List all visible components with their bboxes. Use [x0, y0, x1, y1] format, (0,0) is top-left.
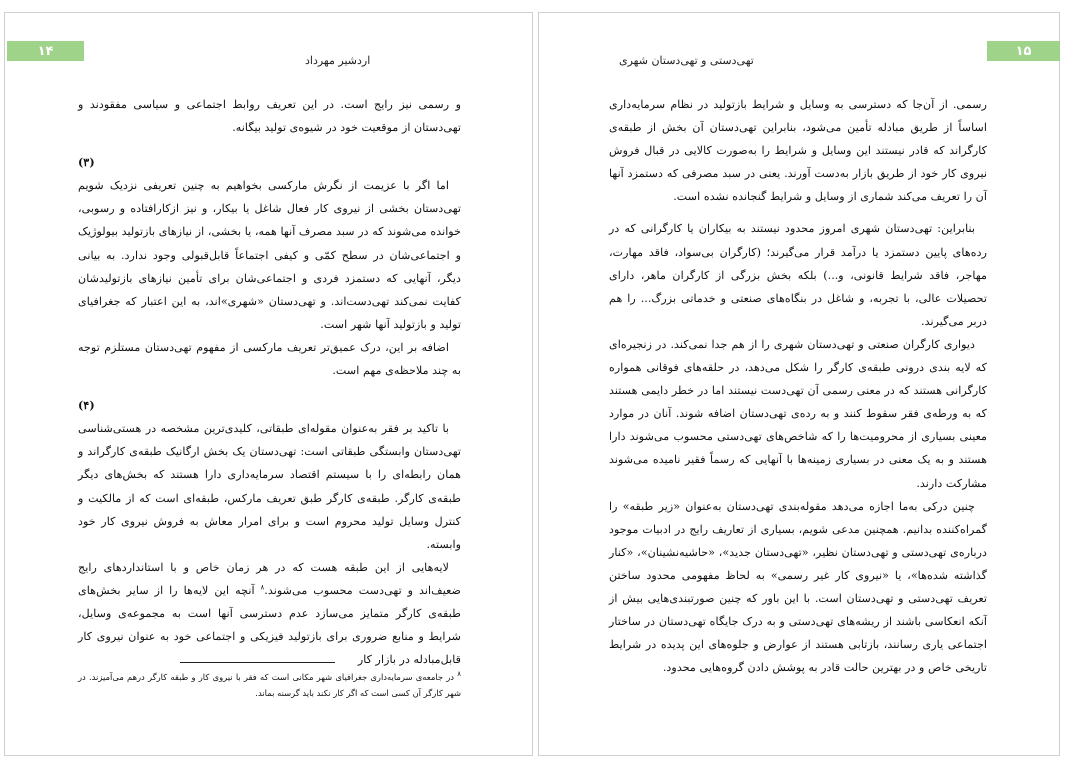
footnote-divider	[180, 662, 335, 663]
section-heading: (۴)	[78, 398, 95, 413]
page-number-badge: ۱۵	[987, 41, 1060, 61]
paragraph: دیواری کارگران صنعتی و تهی‌دستان شهری را از هم جدا نمی‌کند. در زنجیره‌ای که لایه بندی درونی طبقه‌ی کارگر را شکل می‌دهد، در حلقه‌های فوقانی همواره کارگرانی هستند که در معنی رسمی آن تهی‌دست نیستند اما در خطر دایمی هستند که به ورطه‌ی فقر سقوط کنند و به رده‌ی تهی‌دستان اضافه شوند. آنان در موارد معینی بسیاری از محرومیت‌ها را که شاخص‌های تهی‌دستی محسوب می‌شوند دارا هستند و به یک معنی در بسیاری زمینه‌ها با آنهایی که رسماً فقیر نامیده می‌شوند مشارکت دارند.	[609, 337, 987, 490]
page-body	[609, 93, 987, 679]
footnote-number: ۸	[457, 670, 461, 679]
paragraph: بنابراین: تهی‌دستان شهری امروز محدود نیستند به بیکاران یا کارگرانی که در رده‌های پایین دستمزد یا درآمد قرار می‌گیرند؛ (کارگران بی‌سواد، فاقد مهارت، مهاجر، فاقد شرایط قانونی، و...) بلکه بخش بزرگی از کارگران ماهر، دارای تحصیلات عالی، با تجربه، و شاغل در بنگاه‌های صنعتی و خدماتی بزرگ... را هم دربر می‌گیرند.	[609, 222, 987, 328]
paragraph: چنین درکی به‌ما اجازه می‌دهد مقوله‌بندی تهی‌دستان به‌عنوان «زیر طبقه» را گمراه‌کننده بدانیم. همچنین مدعی شویم، بسیاری از تعاریف رایج در ادبیات موجود درباره‌ی تهی‌دستی و تهی‌دستان نظیر، «تهی‌دستان جدید»، «حاشیه‌نشینان»، «کنار گذاشته شده‌ها»، یا «نیروی کار غیر رسمی» به لحاظ مفهومی محدود ساختن تعریف تهی‌دستی و تهی‌دستان است. با این باور که چنین صورتبندی‌هایی بیش از آنکه انعکاسی باشند از ریشه‌های تهی‌دستی و به درک جایگاه تهی‌دستان در ساختار اجتماعی یاری رسانند، بازتابی هستند از عوارض و جلوه‌های این پدیده در شرایط تاریخی خاص و در بهترین حالت قادر به پوشش دادن گروه‌هایی محدود.	[609, 499, 987, 675]
right-page	[538, 12, 1060, 756]
paragraph	[78, 556, 461, 671]
paragraph: رسمی. از آن‌جا که دسترسی به وسایل و شرایط بازتولید در نظام سرمایه‌داری اساساً از طریق مبادله تأمین می‌شود، بنابراین تهی‌دستان آن بخش از طبقه‌ی کارگراند که قادر نیستند این وسایل و شرایط را به‌صورت کالایی در قبال فروش نیروی کار خود از طریق بازار به‌دست آورند. یعنی در سبد مصرفی که دستمزد آنها آن را تعریف می‌کند شماری از وسایل و شرایط گنجانده نشده است.	[609, 98, 987, 204]
left-page	[4, 12, 533, 756]
paragraph: و رسمی نیز رایج است. در این تعریف روابط اجتماعی و سیاسی مفقودند و تهی‌دستان از موقعیت خود در شیوه‌ی تولید بیگانه.	[78, 98, 461, 135]
paragraph: اما اگر با عزیمت از نگرش مارکسی بخواهیم به چنین تعریفی نزدیک شویم تهی‌دستان بخشی از نیروی کار فعال شاغل یا بیکار، و نیز ازکارافتاده و رسوبی، خوانده می‌شوند که در سبد مصرف آنها همه، یا بخشی، از نیازهای بازتولید بیولوژیک و اجتماعی‌شان در سطح کمّی و کیفی اجتماعاً قابل‌قبولی وجود ندارد. به بیانی دیگر، آنهایی که دستمزد فردی و اجتماعی‌شان برای تأمین نیازهای بازتولیدشان کفایت نمی‌کند تهی‌دست‌اند. و تهی‌دستان «شهری»اند، به این اعتبار که جغرافیای تولید و بازتولید آنها شهر است.	[78, 179, 461, 331]
page-body	[78, 93, 461, 671]
footnote	[78, 669, 461, 701]
paragraph-text: لایه‌هایی از این طبقه هست که در هر زمان خاص و با استانداردهای رایج ضعیف‌اند و تهی‌دست محسوب می‌شوند.	[78, 560, 461, 597]
paragraph: اضافه بر این، درک عمیق‌تر تعریف مارکسی از مفهوم تهی‌دستان مستلزم توجه به چند ملاحظه‌ی مهم است.	[78, 340, 461, 378]
section-heading: (۳)	[78, 155, 95, 170]
paragraph: با تاکید بر فقر به‌عنوان مقوله‌ای طبقاتی، کلیدی‌ترین مشخصه در هستی‌شناسی تهی‌دستان وابستگی طبقاتی است: تهی‌دستان یک بخش ارگانیک طبقه‌ی کارگراند و همان رابطه‌ای را با سیستم اقتصاد سرمایه‌داری دارا هستند که بخش‌های دیگر طبقه‌ی کارگر. طبقه‌ی کارگر طبق تعریف مارکس، طبقه‌ای است که از مالکیت و کنترل وسایل تولید محروم است و برای امرار معاش به فروش نیروی کار خود وابسته.	[78, 422, 461, 551]
footnote-text: در جامعه‌ی سرمایه‌داری جغرافیای شهر مکانی است که فقر با نیروی کار و طبقه کارگر درهم می‌آمیزند. در شهر کارگر آن کسی است که اگر کار نکند باید گرسنه بماند.	[78, 672, 461, 698]
footnote-marker[interactable]: ۸	[260, 583, 265, 592]
paragraph-text: آنچه این لایه‌ها را از سایر بخش‌های طبقه‌ی کارگر متمایز می‌سازد عدم دسترسی آنها است به مجموعه‌ی وسایل، شرایط و منابع ضروری برای بازتولید فیزیکی و اجتماعی خود به عنوان نیروی کار قابل‌مبادله در بازار کار	[78, 583, 461, 667]
running-header: تهی‌دستی و تهی‌دستان شهری	[619, 54, 754, 67]
running-header: اردشیر مهرداد	[305, 54, 371, 67]
page-number-badge: ۱۴	[7, 41, 84, 61]
